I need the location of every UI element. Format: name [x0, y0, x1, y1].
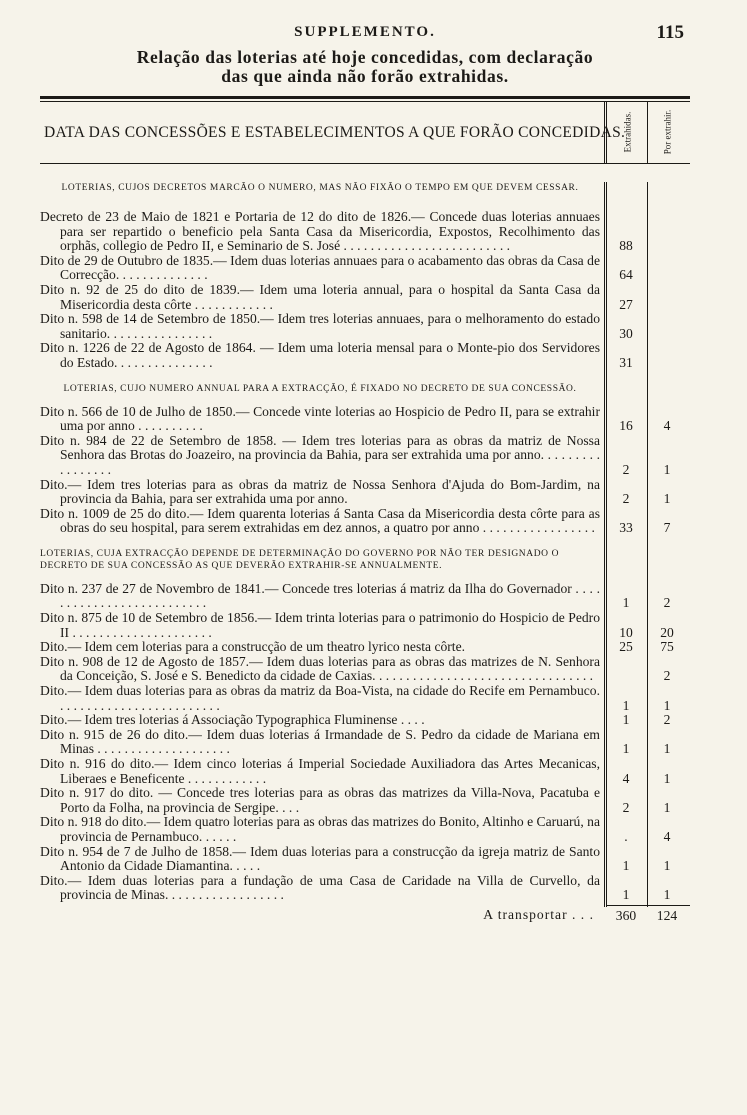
table-row	[40, 580, 671, 611]
entry-text: Dito.— Idem tres loterias á Associação Typographica Fluminense . . . .	[40, 712, 425, 728]
running-head	[40, 22, 690, 48]
por-extrahir-value: 1	[663, 491, 671, 507]
table-row	[40, 814, 671, 844]
entry-text: Dito.— Idem tres loterias para as obras da matriz de Nossa Senhora d'Ajuda do Bom-Jardim, na provincia da Bahia, para ser extrahida uma por anno.	[40, 476, 600, 507]
entry-text: Dito n. 92 de 25 do dito de 1839.— Idem uma loteria annual, para o hospital da Santa Casa da Misericordia desta côrte . . . . . . . . . . . .	[40, 281, 600, 312]
section-heading: LOTERIAS, CUJOS DECRETOS MARCÃO O NUMERO, MAS NÃO FIXÃO O TEMPO EM QUE DEVEM CESSAR.	[61, 183, 579, 193]
extrahidas-value: 27	[619, 296, 633, 312]
column-divider	[647, 102, 648, 163]
por-extrahir-value: 4	[663, 828, 671, 844]
table-row	[40, 340, 633, 370]
entry-text: Dito n. 1009 de 25 do dito.— Idem quarenta loterias á Santa Casa da Misericordia desta côrte para as obras do seu hospital, para serem extrahidas em dez annos, a quatro por anno . . . . . . . . . . . . . . . . .	[40, 505, 600, 536]
table-row	[40, 610, 674, 640]
column-divider	[604, 182, 605, 907]
table-row	[40, 712, 671, 728]
extrahidas-value: 1	[622, 741, 630, 757]
table-row	[40, 785, 671, 815]
entry-text: Dito n. 1226 de 22 de Agosto de 1864. — Idem uma loteria mensal para o Monte-pio dos Servidores do Estado. . . . . . . . . . . . . . .	[40, 340, 600, 370]
extrahidas-value: 88	[619, 238, 633, 254]
column-header-por-extrahir	[652, 106, 682, 158]
table-row	[40, 683, 671, 713]
extrahidas-value: 16	[619, 418, 633, 434]
document-page	[40, 22, 690, 923]
entry-text: Dito n. 917 do dito. — Concede tres loterias para as obras das matrizes da Villa-Nova, Pacatuba e Porto da Folha, na provincia de Sergipe. . . .	[40, 785, 600, 815]
page-number: 115	[656, 22, 684, 43]
table-row	[40, 843, 671, 874]
extrahidas-value: 4	[622, 770, 630, 786]
running-title: SUPPLEMENTO.	[294, 24, 436, 40]
extrahidas-value: 33	[619, 520, 633, 536]
table-row	[40, 403, 671, 434]
table-row	[40, 639, 674, 655]
por-extrahir-value: 4	[663, 418, 671, 434]
extrahidas-value: 2	[622, 799, 630, 815]
por-extrahir-value: 2	[663, 668, 671, 684]
por-extrahir-value: 2	[663, 712, 671, 728]
title-line-2: das que ainda não forão extrahidas.	[221, 66, 509, 86]
entry-text: Decreto de 23 de Maio de 1821 e Portaria de 12 do dito de 1826.— Concede duas loterias annuaes para ser repartido o beneficio pela Santa Casa da Misericordia, Expostos, Recolhimento das orphãs, collegio de Pedro II, e Seminario de S. José . . . . . . . . . . . . . . . . . . . . . . . . .	[40, 209, 600, 254]
por-extrahir-value: 1	[663, 697, 671, 713]
extrahidas-value: 30	[619, 325, 633, 341]
carry-forward-label: A transportar . . .	[483, 906, 594, 922]
por-extrahir-value: 1	[663, 858, 671, 874]
extrahidas-value: 10	[619, 624, 633, 640]
total-extrahidas: 360	[615, 907, 637, 923]
extrahidas-value: 1	[622, 858, 630, 874]
table-row	[40, 476, 671, 507]
table-row	[40, 872, 671, 903]
entry-text: Dito n. 237 de 27 de Novembro de 1841.— Concede tres loterias á matriz da Ilha do Governador . . . . . . . . . . . . . . . . . . . . . . . . . .	[40, 580, 600, 611]
column-divider	[647, 182, 648, 907]
table-body	[40, 182, 690, 903]
extrahidas-value: 2	[622, 461, 630, 477]
header-rule-thick	[40, 96, 690, 99]
section-heading: LOTERIAS, CUJA EXTRACÇÃO DEPENDE DE DETERMINAÇÃO DO GOVERNO POR NÃO TER DESIGNADO O DECRETO DE SUA CONCESSÃO AS QUE DEVERÃO EXTRAHIR-SE ANNUALMENTE.	[40, 548, 560, 571]
extrahidas-value: 2	[622, 491, 630, 507]
extrahidas-value: 64	[619, 267, 633, 283]
entry-text: Dito n. 566 de 10 de Julho de 1850.— Concede vinte loterias ao Hospicio de Pedro II, para se extrahir uma por anno . . . . . . . . . .	[40, 403, 600, 434]
extrahidas-value: 1	[622, 712, 630, 728]
extrahidas-value: 1	[622, 887, 630, 903]
entry-text: Dito.— Idem duas loterias para as obras da matriz da Boa-Vista, na cidade do Recife em Pernambuco. . . . . . . . . . . . . . . . . . . . . . . . .	[40, 683, 600, 713]
extrahidas-value: 25	[619, 639, 633, 655]
table-row	[40, 281, 633, 312]
table-row	[40, 252, 633, 283]
column-label-por-extrahir: Por extrahir.	[662, 109, 672, 155]
column-label-extrahidas: Extrahidas.	[622, 111, 632, 153]
por-extrahir-value: 1	[663, 741, 671, 757]
section-heading: LOTERIAS, CUJO NUMERO ANNUAL PARA A EXTRACÇÃO, É FIXADO NO DECRETO DE SUA CONCESSÃO.	[63, 383, 577, 394]
entry-text: Dito n. 984 de 22 de Setembro de 1858. — Idem tres loterias para as obras da matriz de Nossa Senhora das Brotas do Joazeiro, na provincia da Bahia, para ser extrahida uma por anno. . . . . . . . . . . . . . . . .	[40, 432, 600, 477]
extrahidas-value: 1	[622, 697, 630, 713]
table-row	[40, 311, 633, 341]
por-extrahir-value: 1	[663, 887, 671, 903]
entry-text: Dito n. 916 do dito.— Idem cinco loterias á Imperial Sociedade Auxiliadora das Artes Mecanicas, Liberaes e Beneficente . . . . . . . . . . . .	[40, 756, 600, 786]
table-row	[40, 505, 671, 536]
entry-text: Dito.— Idem cem loterias para a construcção de um theatro lyrico nesta côrte.	[40, 639, 466, 655]
entry-text: Dito n. 598 de 14 de Setembro de 1850.— Idem tres loterias annuaes, para o melhoramento do estado sanitario. . . . . . . . . . . . . . . .	[40, 311, 600, 341]
page-title	[40, 48, 690, 86]
por-extrahir-value: 75	[660, 639, 674, 655]
column-divider	[606, 182, 607, 907]
entry-text: Dito n. 908 de 12 de Agosto de 1857.— Idem duas loterias para as obras das matrizes de N. Senhora da Conceição, S. José e S. Benedicto da cidade de Caxias. . . . . . . . . . . . . . . . . . . . . . . . . . . . . . . . .	[40, 653, 600, 684]
extrahidas-value: 31	[619, 354, 633, 370]
table-row	[40, 653, 671, 684]
carry-forward-row	[40, 905, 678, 923]
extrahidas-value: .	[624, 828, 628, 844]
por-extrahir-value: 1	[663, 461, 671, 477]
column-header-row	[40, 102, 690, 164]
entry-text: Dito n. 954 de 7 de Julho de 1858.— Idem duas loterias para a construcção da igreja matriz de Santo Antonio da Cidade Diamantina. . . . .	[40, 843, 600, 874]
por-extrahir-value: 20	[660, 624, 674, 640]
column-divider	[606, 102, 607, 163]
column-header-extrahidas	[612, 106, 642, 158]
entry-text: Dito n. 875 de 10 de Setembro de 1856.— Idem trinta loterias para o patrimonio do Hospicio de Pedro II . . . . . . . . . . . . . . . . . . . . .	[40, 610, 600, 640]
total-por-extrahir: 124	[656, 907, 678, 923]
por-extrahir-value: 1	[663, 799, 671, 815]
entry-text: Dito n. 915 de 26 do dito.— Idem duas loterias á Irmandade de S. Pedro da cidade de Mariana em Minas . . . . . . . . . . . . . . . . . . . .	[40, 726, 600, 757]
por-extrahir-value: 2	[663, 595, 671, 611]
entry-text: Dito n. 918 do dito.— Idem quatro loterias para as obras das matrizes do Bonito, Altinho e Caruarú, na provincia de Pernambuco. . . . . .	[40, 814, 600, 844]
column-header-main: DATA DAS CONCESSÕES E ESTABELECIMENTOS A QUE FORÃO CONCEDIDAS.	[44, 124, 626, 141]
entry-text: Dito.— Idem duas loterias para a fundação de uma Casa de Caridade na Villa de Curvello, da provincia de Minas. . . . . . . . . . . . . . . . . .	[40, 872, 600, 903]
total-rule	[606, 905, 690, 906]
table-row	[40, 756, 671, 786]
extrahidas-value: 1	[622, 595, 630, 611]
por-extrahir-value: 1	[663, 770, 671, 786]
table-row	[40, 432, 671, 478]
entry-text: Dito de 29 de Outubro de 1835.— Idem duas loterias annuaes para o acabamento das obras da Casa de Correcção. . . . . . . . . . . . . .	[40, 252, 600, 283]
table-row	[40, 209, 633, 254]
column-divider	[604, 102, 605, 163]
table-row	[40, 726, 671, 757]
por-extrahir-value: 7	[663, 520, 671, 536]
title-line-1: Relação das loterias até hoje concedidas, com declaração	[136, 47, 594, 67]
